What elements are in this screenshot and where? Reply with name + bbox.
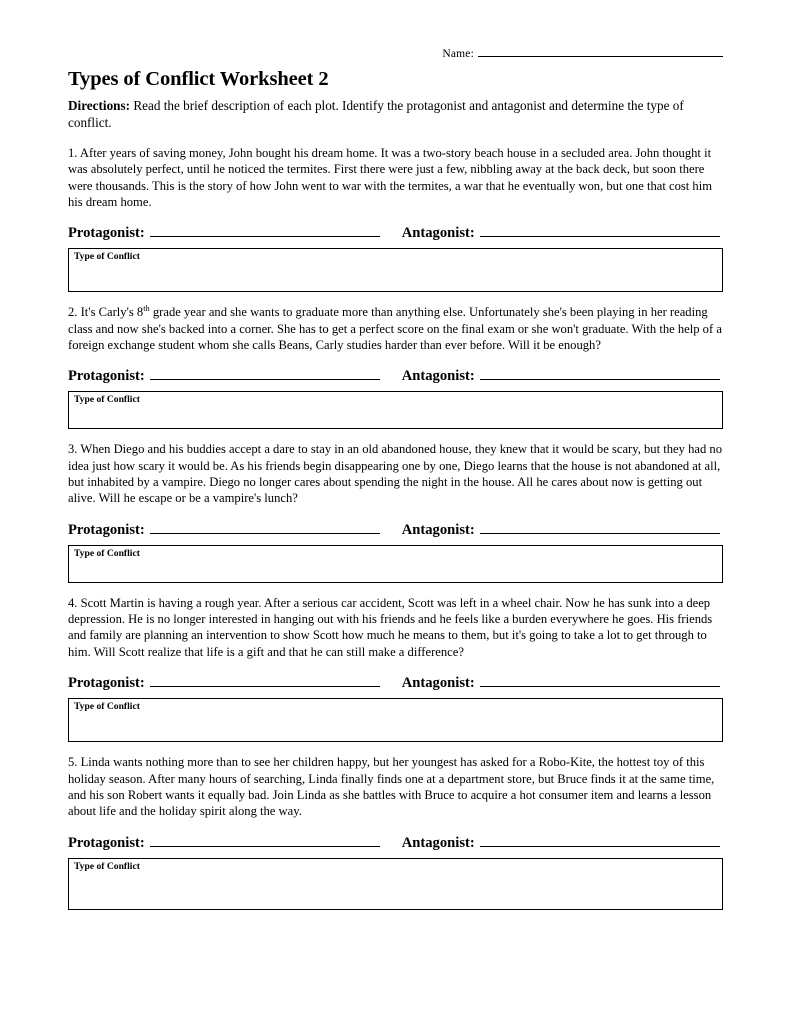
antagonist-label: Antagonist: [401, 225, 475, 242]
answer-row [68, 672, 723, 692]
directions-label: Directions: [68, 98, 131, 113]
antagonist-label: Antagonist: [401, 834, 475, 851]
type-of-conflict-box[interactable] [68, 545, 723, 583]
type-of-conflict-label: Type of Conflict [74, 394, 140, 406]
worksheet-item [68, 145, 723, 292]
answer-row [68, 365, 723, 385]
item-number: 5. [68, 755, 78, 770]
protagonist-input-line[interactable] [150, 222, 380, 237]
worksheet-item [68, 304, 723, 429]
type-of-conflict-label: Type of Conflict [74, 251, 140, 263]
answer-row [68, 832, 723, 852]
type-of-conflict-box[interactable] [68, 698, 723, 742]
worksheet-item [68, 595, 723, 742]
antagonist-input-line[interactable] [480, 672, 720, 687]
type-of-conflict-box[interactable] [68, 858, 723, 910]
protagonist-label: Protagonist: [68, 225, 145, 242]
item-sup: th [143, 304, 150, 314]
item-text: Linda wants nothing more than to see her children happy, but her youngest has asked for a Robo-Kite, the hottest toy of this holiday season. After many hours of searching, Linda finally finds one at a department store, but Bruce finds it at the same time, and his son Robert wants it equally bad. Join Linda as she battles with Bruce to acquire a hot consumer item and learns a lesson about life and the holiday spirit along the way. [68, 755, 715, 819]
type-of-conflict-box[interactable] [68, 248, 723, 292]
directions [68, 98, 723, 132]
item-number: 2. [68, 305, 78, 320]
antagonist-input-line[interactable] [480, 832, 720, 847]
protagonist-label: Protagonist: [68, 834, 145, 851]
directions-text: Read the brief description of each plot. Identify the protagonist and antagonist and determine the type of conflict. [68, 98, 684, 130]
antagonist-label: Antagonist: [401, 675, 475, 692]
name-label: Name: [442, 48, 474, 60]
type-of-conflict-label: Type of Conflict [74, 701, 140, 713]
type-of-conflict-label: Type of Conflict [74, 547, 140, 559]
protagonist-input-line[interactable] [150, 832, 380, 847]
protagonist-label: Protagonist: [68, 368, 145, 385]
antagonist-input-line[interactable] [480, 365, 720, 380]
item-text-cont: grade year and she wants to graduate more than anything else. Unfortunately she's been playing in her reading class and now she's backed into a corner. She has to get a perfect score on the final exam or she won't graduate. With the help of a foreign exchange student whom she calls Beans, Carly studies harder than ever before. Will it be enough? [68, 305, 722, 352]
item-number: 4. [68, 595, 78, 610]
protagonist-input-line[interactable] [150, 672, 380, 687]
antagonist-input-line[interactable] [480, 519, 720, 534]
item-number: 1. [68, 145, 78, 160]
worksheet-item [68, 754, 723, 909]
item-text: After years of saving money, John bought his dream home. It was a two-story beach house in a secluded area. John thought it was absolutely perfect, until he noticed the termites. First there were just a few, nibbling away at the back deck, but soon there were thousands. This is the story of how John went to war with the termites, a war that he eventually won, but one that cost him his dream home. [68, 145, 713, 209]
antagonist-input-line[interactable] [480, 222, 720, 237]
name-row [68, 44, 723, 60]
answer-row [68, 519, 723, 539]
page-title: Types of Conflict Worksheet 2 [68, 68, 329, 90]
worksheet-item [68, 441, 723, 582]
answer-row [68, 222, 723, 242]
item-prompt [68, 145, 723, 210]
type-of-conflict-label: Type of Conflict [74, 860, 140, 872]
protagonist-label: Protagonist: [68, 675, 145, 692]
item-prompt [68, 441, 723, 506]
item-text: Scott Martin is having a rough year. After a serious car accident, Scott was left in a wheel chair. Now he has sunk into a deep depression. He is no longer interested in hanging out with his friends and he feels like a burden everywhere he goes. His friends and family are planning an intervention to show Scott how much he means to them, but it's going to take a lot to get through to him. Will Scott realize that life is a gift and that he can still make a difference? [68, 595, 713, 659]
antagonist-label: Antagonist: [401, 368, 475, 385]
item-number: 3. [68, 442, 78, 457]
type-of-conflict-box[interactable] [68, 391, 723, 429]
name-input-line[interactable] [478, 44, 723, 57]
item-text: When Diego and his buddies accept a dare to stay in an old abandoned house, they knew that it would be scary, but they had no idea just how scary it would be. As his friends begin disappearing one by one, Diego learns that the house is not abandoned at all, but inhabited by a vampire. Diego no longer cares about spending the night in the house. All he cares about now is getting out alive. Will he escape or be a vampire's lunch? [68, 442, 723, 506]
antagonist-label: Antagonist: [401, 521, 475, 538]
protagonist-input-line[interactable] [150, 519, 380, 534]
item-text: It's Carly's 8 [77, 305, 144, 320]
protagonist-input-line[interactable] [150, 365, 380, 380]
protagonist-label: Protagonist: [68, 521, 145, 538]
item-prompt [68, 595, 723, 660]
item-prompt [68, 304, 723, 353]
item-prompt [68, 754, 723, 819]
